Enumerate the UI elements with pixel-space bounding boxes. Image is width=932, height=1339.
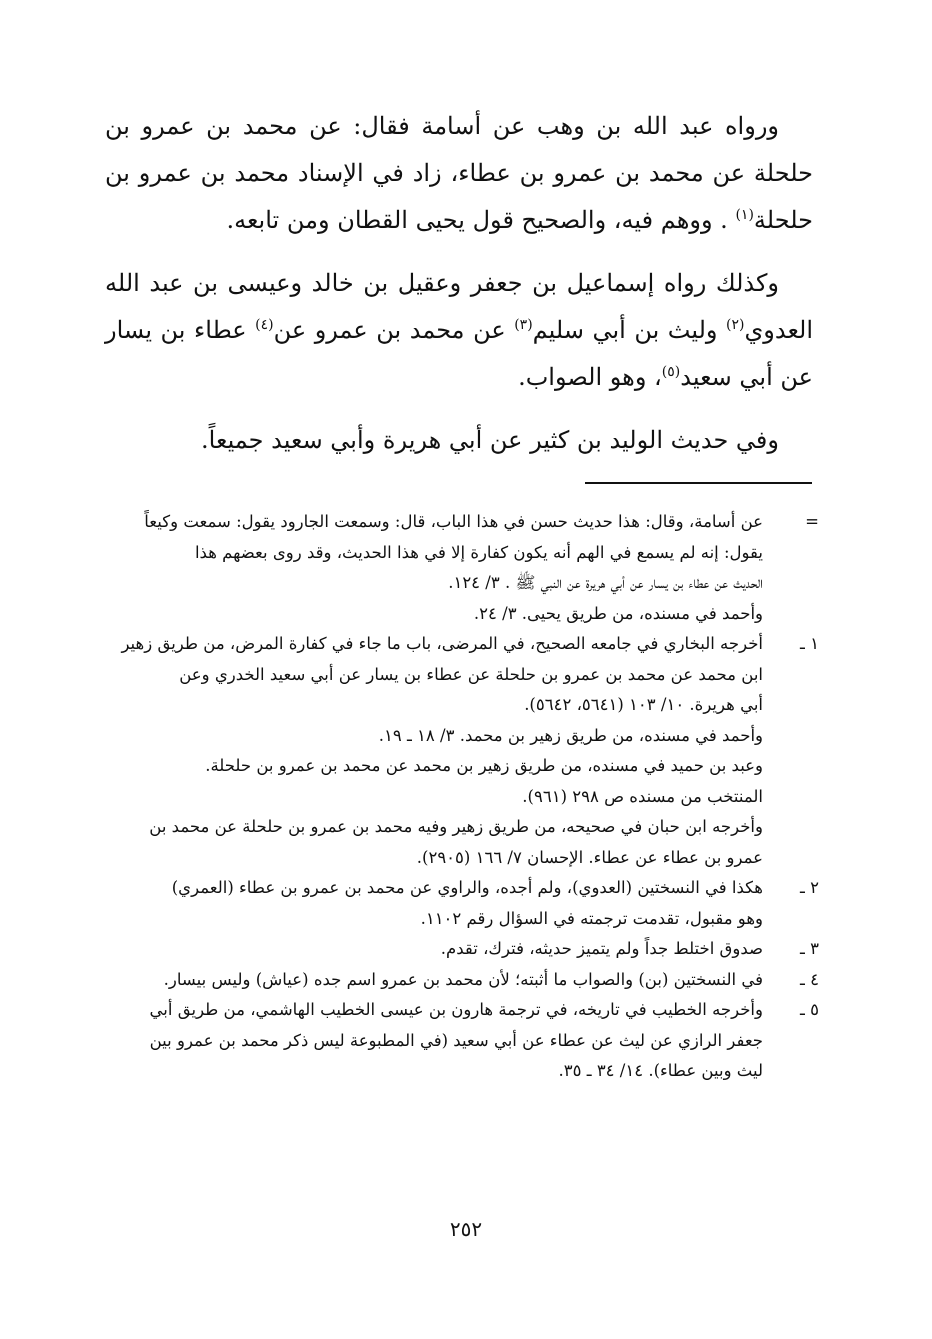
footnote-line: يقول: إنه لم يسمع في الهم أنه يكون كفارة إلا في هذا الحديث، وقد روى بعضهم هذا [194,542,763,562]
footnote [105,507,819,629]
footnote-marker: ١ ـ [800,634,819,653]
footnote-line: صدوق اختلط جداً ولم يتميز حديثه، فترك، تقدم. [440,939,763,958]
text-segment: ، وهو الصواب. [518,363,662,391]
footnote-line: وأخرجه الخطيب في تاريخه، في ترجمة هارون بن عيسى الخطيب الهاشمي، من طريق أبي [149,1000,763,1019]
text-segment: ورواه عبد الله بن وهب عن أسامة فقال: عن محمد بن عمرو بن حلحلة عن محمد بن عمرو بن عطاء، زاد في الإسناد محمد بن عمرو بن حلحلة [105,112,813,234]
footnote-reference: (٥) [661,364,681,380]
footnote-reference: (٢) [726,317,745,333]
footnote-line: ابن محمد عن محمد بن عمرو بن حلحلة عن عطاء بن يسار عن أبي سعيد الخدري وعن [179,664,763,684]
footnote-line: الحديث عن عطاء بن يسار عن أبي هريرة عن النبي ﷺ . ٣/ ١٢٤. [448,573,763,592]
text-segment: عطاء بن يسار عن أبي سعيد [105,316,813,391]
footnote-reference: (٤) [255,317,274,333]
footnote-reference: (٣) [514,317,533,333]
footnote-line: المنتخب من مسنده ص ٢٩٨ (٩٦١). [522,786,763,806]
main-paragraph [105,417,813,464]
footnote-line: وأحمد في مسنده، من طريق يحيى. ٣/ ٢٤. [473,603,763,623]
footnote-line: ليث وبين عطاء). ١٤/ ٣٤ ـ ٣٥. [558,1061,763,1080]
main-text [105,103,813,480]
footnote-line: أخرجه البخاري في جامعه الصحيح، في المرضى، باب ما جاء في كفارة المرض، من طريق زهير [121,634,763,653]
footnote-line: وأخرجه ابن حبان في صحيحه، من طريق زهير وفيه محمد بن عمرو بن حلحلة عن محمد بن [149,817,763,836]
footnote [105,934,819,965]
footnote-line: عمرو بن عطاء عن عطاء. الإحسان ٧/ ١٦٦ (٢٩٠٥). [416,847,763,867]
main-paragraph [105,103,813,244]
footnote-separator [585,482,812,484]
footnote [105,873,819,934]
footnote-line: أبي هريرة. ١٠/ ١٠٣ (٥٦٤١، ٥٦٤٢). [524,695,763,714]
page-number: ٢٥٢ [449,1217,483,1241]
footnote-line: في النسختين (بن) والصواب ما أثبته؛ لأن محمد بن عمرو اسم جده (عياش) وليس بيسار. [163,969,763,989]
footnote-marker: = [805,512,819,531]
footnote-marker: ٤ ـ [800,969,819,989]
footnote-marker: ٥ ـ [800,1000,819,1019]
footnote [105,629,819,873]
footnote-line: عن أسامة، وقال: هذا حديث حسن في هذا الباب، قال: وسمعت الجارود يقول: سمعت وكيعاً [144,512,763,531]
footnote-line: وأحمد في مسنده، من طريق زهير بن محمد. ٣/ ١٨ ـ ١٩. [378,725,763,745]
footnote-line: جعفر الرازي عن ليث عن عطاء عن أبي سعيد (في المطبوعة ليس ذكر محمد بن عمرو بين [149,1030,763,1050]
footnote-line: هكذا في النسختين (العدوي)، ولم أجده، والراوي عن محمد بن عمرو بن عطاء (العمري) [171,878,763,897]
text-segment: وفي حديث الوليد بن كثير عن أبي هريرة وأبي سعيد جميعاً. [201,426,779,454]
main-paragraph [105,260,813,401]
text-segment: وكذلك رواه إسماعيل بن جعفر وعقيل بن خالد وعيسى بن عبد الله العدوي [105,269,814,344]
text-segment: وليث بن أبي سليم [532,316,727,344]
text-segment: عن محمد بن عمرو عن [273,316,515,344]
footnote [105,995,819,1087]
footnotes [105,507,819,1087]
footnote-line: وهو مقبول، تقدمت ترجمته في السؤال رقم ١١٠٢. [420,908,763,928]
footnote-marker: ٢ ـ [800,878,819,897]
footnote [105,965,819,996]
footnote-reference: (١) [735,207,754,223]
footnote-marker: ٣ ـ [800,939,819,958]
text-segment: . ووهم فيه، والصحيح قول يحيى القطان ومن تابعه. [226,206,736,234]
footnote-line: وعبد بن حميد في مسنده، من طريق زهير بن محمد عن محمد بن عمرو بن حلحلة. [205,756,763,775]
